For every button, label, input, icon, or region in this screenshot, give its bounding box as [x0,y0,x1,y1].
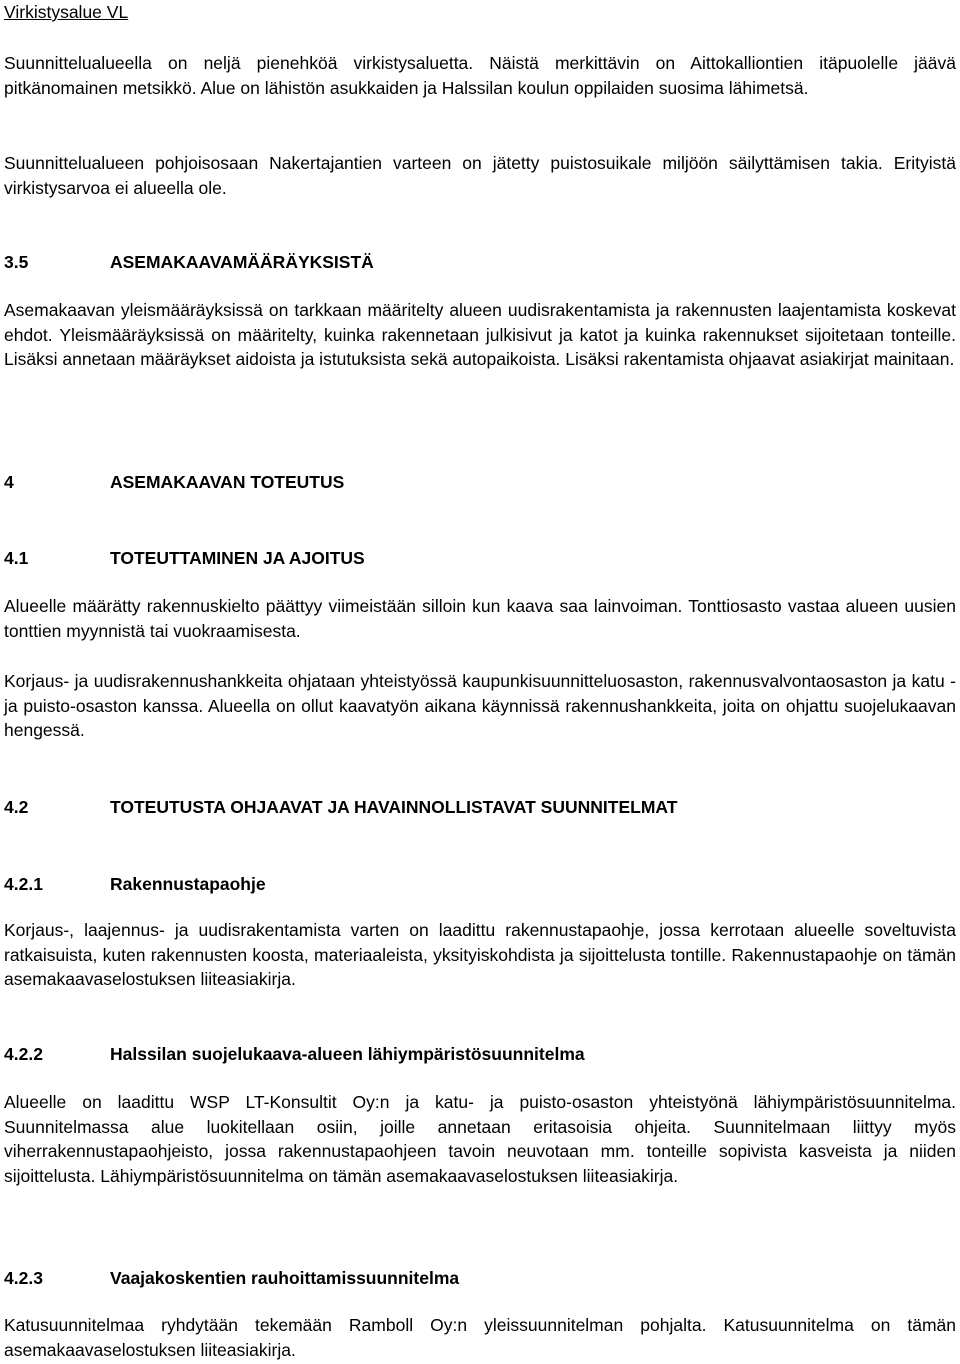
section-title: ASEMAKAAVAMÄÄRÄYKSISTÄ [110,252,374,272]
section-title: Halssilan suojelukaava-alueen lähiympäristösuunnitelma [110,1044,585,1064]
paragraph-puistosuikale: Suunnittelualueen pohjoisosaan Nakertajantien varteen on jätetty puistosuikale miljöön säilyttämisen takia. Erityistä virkistysarvoa ei alueella ole. [4,153,956,198]
section-title: Rakennustapaohje [110,874,266,894]
section-number: 4.2.2 [4,1044,43,1064]
section-heading-4-2-1 [4,872,956,897]
page-heading: Virkistysalue VL [4,2,129,22]
paragraph-yleismaaraykset: Asemakaavan yleismääräyksissä on tarkkaan määritelty alueen uudisrakentamista ja rakennusten laajentamista koskevat ehdot. Yleismääräyksissä on määritelty, kuinka rakennetaan julkisivut ja katot ja kuinka rakennukset sijoitetaan tonteille. Lisäksi annetaan määräykset aidoista ja istutuksista sekä autopaikoista. Lisäksi rakentamista ohjaavat asiakirjat mainitaan. [4,300,956,369]
section-heading-4-2-2 [4,1042,956,1067]
section-number: 4 [4,472,14,492]
section-heading-3-5 [4,250,956,275]
section-number: 4.2 [4,797,29,817]
section-heading-4-2 [4,795,956,820]
section-heading-4-2-3 [4,1266,956,1291]
section-title: TOTEUTTAMINEN JA AJOITUS [110,548,365,568]
section-number: 4.2.3 [4,1268,43,1288]
section-title: ASEMAKAAVAN TOTEUTUS [110,472,345,492]
paragraph-rakennuskielto: Alueelle määrätty rakennuskielto päättyy viimeistään silloin kun kaava saa lainvoiman. Tonttiosasto vastaa alueen uusien tonttien myynnistä tai vuokraamisesta. [4,596,956,641]
section-title: Vaajakoskentien rauhoittamissuunnitelma [110,1268,460,1288]
section-title: TOTEUTUSTA OHJAAVAT JA HAVAINNOLLISTAVAT SUUNNITELMAT [110,797,678,817]
section-number: 3.5 [4,252,29,272]
section-heading-4 [4,470,956,495]
section-number: 4.2.1 [4,874,43,894]
paragraph-rakennustapaohje: Korjaus-, laajennus- ja uudisrakentamista varten on laadittu rakennustapaohje, jossa kerrotaan alueelle soveltuvista ratkaisuista, kuten rakennusten koosta, materiaaleista, yksityiskohdista ja sijoittelusta tontille. Rakennustapaohje on tämän asemakaavaselostuksen liiteasiakirja. [4,920,956,989]
paragraph-lahiymparistosuunnitelma: Alueelle on laadittu WSP LT-Konsultit Oy:n ja katu- ja puisto-osaston yhteistyönä lähiympäristösuunnitelma. Suunnitelmassa alue luokitellaan osiin, joille annetaan eritasoisia ohjeita. Suunnitelmaan liittyy myös viherrakennustapaohjeisto, jossa rakennustapaohjeen tavoin neuvotaan mm. tonteille sopivista kasveista ja niiden sijoittelusta. Lähiympäristösuunnitelma on tämän asemakaavaselostuksen liiteasiakirja. [4,1092,956,1186]
paragraph-korjaushankkeet: Korjaus- ja uudisrakennushankkeita ohjataan yhteistyössä kaupunkisuunnitteluosaston, rakennusvalvontaosaston ja katu - ja puisto-osaston kanssa. Alueella on ollut kaavatyön aikana käynnissä rakennushankkeita, joita on ohjattu suojelukaavan hengessä. [4,671,956,740]
section-heading-4-1 [4,546,956,571]
section-number: 4.1 [4,548,29,568]
paragraph-virkistysalueet: Suunnittelualueella on neljä pienehköä virkistysaluetta. Näistä merkittävin on Aittokalliontien itäpuolelle jäävä pitkänomainen metsikkö. Alue on lähistön asukkaiden ja Halssilan koulun oppilaiden suosima lähimetsä. [4,53,956,98]
paragraph-katusuunnitelma: Katusuunnitelmaa ryhdytään tekemään Ramboll Oy:n yleissuunnitelman pohjalta. Katusuunnitelma on tämän asemakaavaselostuksen liiteasiakirja. [4,1315,956,1360]
